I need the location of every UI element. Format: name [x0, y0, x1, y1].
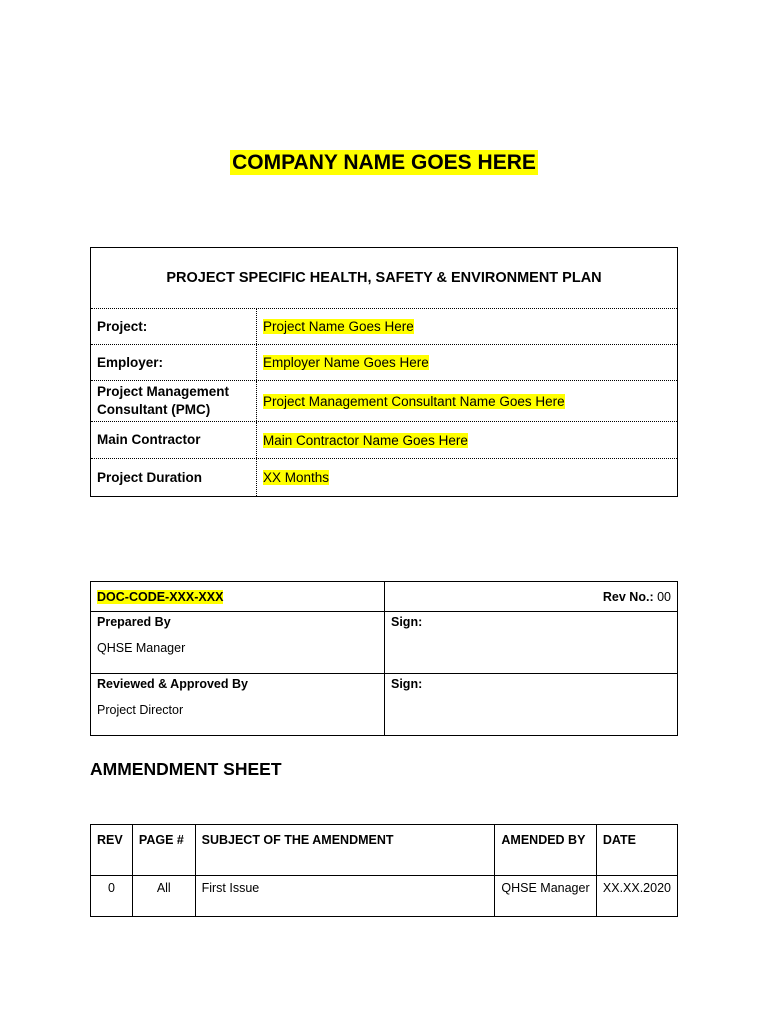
pmc-value: Project Management Consultant Name Goes Here — [263, 393, 565, 409]
reviewed-sign-label: Sign: — [391, 677, 423, 691]
prepared-sign-cell — [385, 612, 678, 674]
company-name: COMPANY NAME GOES HERE — [232, 151, 536, 174]
project-info-table — [90, 247, 678, 497]
plan-title: PROJECT SPECIFIC HEALTH, SAFETY & ENVIRONMENT PLAN — [91, 248, 677, 309]
project-label: Project: — [91, 309, 257, 344]
prepared-sign-label: Sign: — [391, 615, 423, 629]
cell-rev: 0 — [91, 876, 133, 917]
header-rev: REV — [91, 825, 133, 876]
project-duration-value-cell — [257, 459, 677, 496]
project-value-cell — [257, 309, 677, 344]
cell-subject: First Issue — [195, 876, 495, 917]
header-page: PAGE # — [132, 825, 195, 876]
project-duration-value: XX Months — [263, 470, 330, 485]
project-duration-label: Project Duration — [91, 459, 257, 496]
employer-value-cell — [257, 345, 677, 380]
company-name-heading — [0, 151, 768, 175]
main-contractor-row — [91, 422, 677, 459]
prepared-by-cell — [91, 612, 385, 674]
amendment-header-row — [91, 825, 678, 876]
header-subject: SUBJECT OF THE AMENDMENT — [195, 825, 495, 876]
prepared-by-row — [91, 612, 678, 674]
doc-code: DOC-CODE-XXX-XXX — [97, 589, 224, 604]
header-date: DATE — [596, 825, 677, 876]
reviewed-label: Reviewed & Approved By — [97, 677, 248, 691]
doc-code-row — [91, 582, 678, 612]
reviewed-row — [91, 674, 678, 736]
main-contractor-label: Main Contractor — [91, 422, 257, 458]
project-value: Project Name Goes Here — [263, 319, 414, 334]
cell-amended-by: QHSE Manager — [495, 876, 597, 917]
amendment-table — [90, 824, 678, 917]
main-contractor-value: Main Contractor Name Goes Here — [263, 432, 468, 448]
document-control-table — [90, 581, 678, 736]
employer-row — [91, 345, 677, 381]
pmc-row — [91, 381, 677, 422]
main-contractor-value-cell — [257, 422, 677, 458]
reviewed-cell — [91, 674, 385, 736]
cell-date: XX.XX.2020 — [596, 876, 677, 917]
amendment-sheet-title: AMMENDMENT SHEET — [90, 759, 282, 779]
rev-cell — [385, 582, 678, 612]
pmc-value-cell — [257, 381, 677, 421]
prepared-by-label: Prepared By — [97, 615, 171, 629]
project-duration-row — [91, 459, 677, 496]
rev-label: Rev No.: — [602, 589, 654, 604]
header-amended-by: AMENDED BY — [495, 825, 597, 876]
cell-page: All — [132, 876, 195, 917]
amendment-row — [91, 876, 678, 917]
reviewed-sign-cell — [385, 674, 678, 736]
rev-value: 00 — [657, 589, 671, 604]
prepared-by-value: QHSE Manager — [97, 641, 186, 655]
employer-value: Employer Name Goes Here — [263, 355, 429, 370]
pmc-label: Project Management Consultant (PMC) — [91, 381, 257, 421]
employer-label: Employer: — [91, 345, 257, 380]
project-row — [91, 309, 677, 345]
doc-code-cell — [91, 582, 385, 612]
reviewed-value: Project Director — [97, 703, 184, 717]
